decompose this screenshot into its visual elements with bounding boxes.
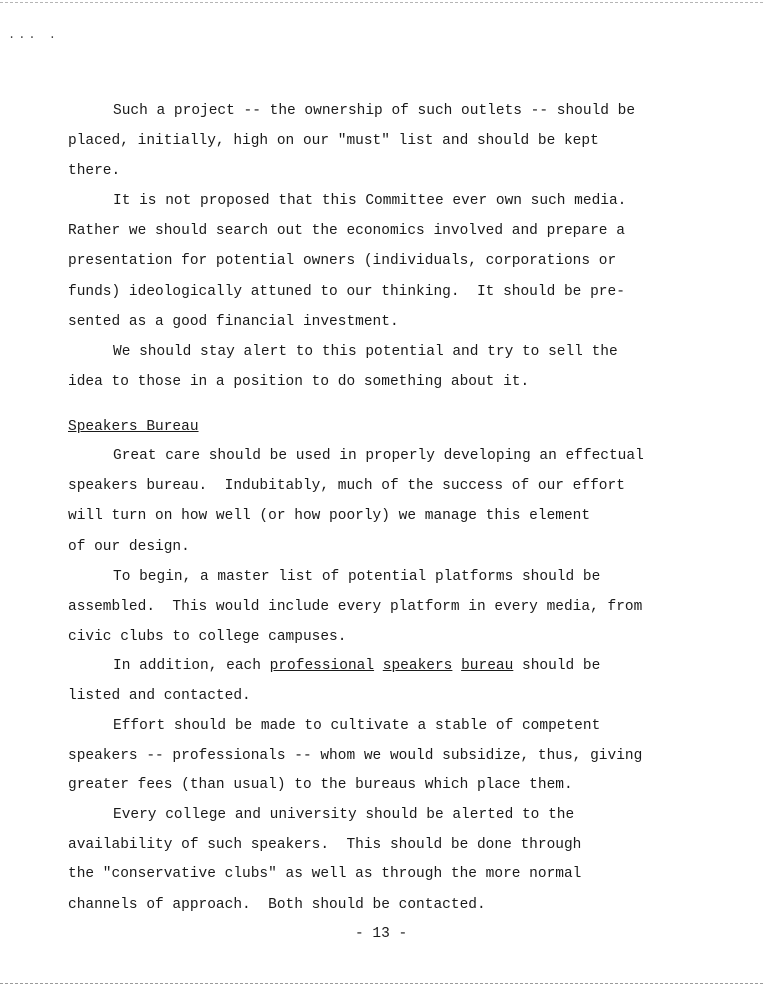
p6-line-1 [113, 658, 600, 674]
page-bottom-edge [0, 983, 763, 984]
p4-line-3: will turn on how well (or how poorly) we manage this element [68, 508, 591, 524]
p5-line-1: To begin, a master list of potential platforms should be [113, 569, 601, 585]
p6-underlined-bureau: bureau [461, 658, 514, 674]
p6-lead: In addition, each [113, 658, 270, 674]
p6-line-2: listed and contacted. [68, 688, 251, 704]
p3-line-2: idea to those in a position to do something about it. [68, 374, 530, 390]
corner-marks: ... . [8, 28, 60, 42]
p7-line-3: greater fees (than usual) to the bureaus which place them. [68, 777, 573, 793]
section-heading-speakers-bureau: Speakers Bureau [68, 419, 199, 435]
page-number: - 13 - [355, 926, 408, 942]
p2-line-5: sented as a good financial investment. [68, 314, 399, 330]
p7-line-1: Effort should be made to cultivate a stable of competent [113, 718, 601, 734]
p5-line-2: assembled. This would include every platform in every media, from [68, 599, 643, 615]
p1-line-3: there. [68, 163, 121, 179]
p1-line-2: placed, initially, high on our "must" list and should be kept [68, 133, 599, 149]
p8-line-4: channels of approach. Both should be contacted. [68, 897, 486, 913]
p2-line-2: Rather we should search out the economics involved and prepare a [68, 223, 625, 239]
p1-line-1: Such a project -- the ownership of such outlets -- should be [113, 103, 636, 119]
p2-line-3: presentation for potential owners (individuals, corporations or [68, 253, 617, 269]
p3-line-1: We should stay alert to this potential and try to sell the [113, 344, 618, 360]
p8-line-2: availability of such speakers. This should be done through [68, 837, 582, 853]
p6-tail: should be [513, 658, 601, 674]
p2-line-4: funds) ideologically attuned to our thinking. It should be pre- [68, 284, 625, 300]
p2-line-1: It is not proposed that this Committee ever own such media. [113, 193, 627, 209]
p8-line-3: the "conservative clubs" as well as through the more normal [68, 866, 582, 882]
p4-line-2: speakers bureau. Indubitably, much of the success of our effort [68, 478, 625, 494]
page-top-edge [0, 2, 763, 3]
p7-line-2: speakers -- professionals -- whom we would subsidize, thus, giving [68, 748, 643, 764]
p8-line-1: Every college and university should be alerted to the [113, 807, 575, 823]
p6-underlined-speakers: speakers [382, 658, 453, 674]
p5-line-3: civic clubs to college campuses. [68, 629, 347, 645]
p6-underlined-professional: professional [269, 658, 375, 674]
p4-line-1: Great care should be used in properly developing an effectual [113, 448, 644, 464]
p4-line-4: of our design. [68, 539, 190, 555]
